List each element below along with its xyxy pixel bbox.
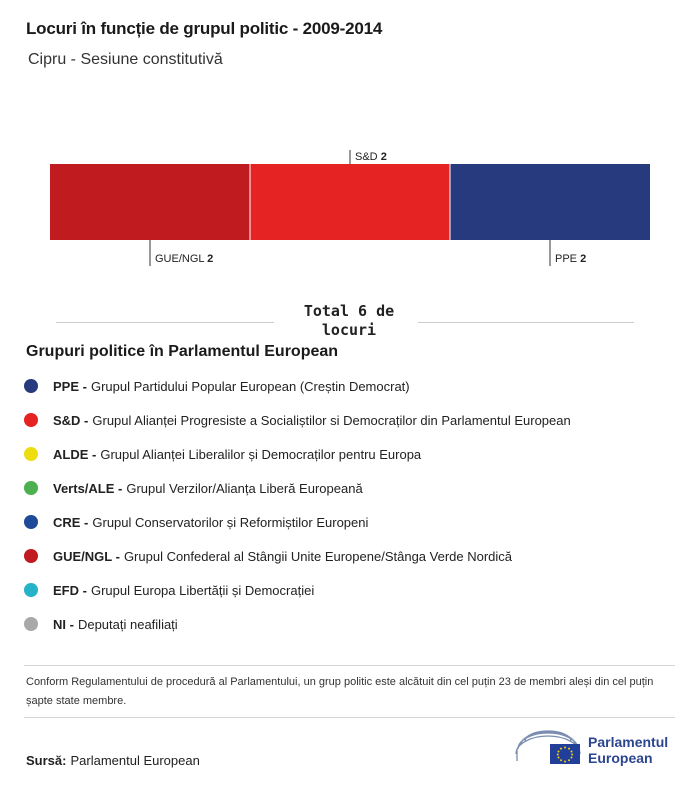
legend-swatch	[24, 413, 38, 427]
eu-flag-hemicycle-icon	[514, 727, 582, 771]
source-value: Parlamentul European	[70, 753, 200, 768]
legend-item	[24, 437, 571, 471]
legend-item	[24, 505, 571, 539]
legend-swatch	[24, 481, 38, 495]
legend-title: Grupuri politice în Parlamentul European	[26, 343, 339, 360]
bar-segment	[250, 164, 450, 240]
legend-abbr: CRE -	[53, 514, 89, 530]
legend-abbr: Verts/ALE -	[53, 480, 123, 496]
legend-abbr: ALDE -	[53, 446, 97, 462]
divider-bottom	[24, 717, 675, 718]
source-label: Sursă:	[26, 753, 67, 768]
divider-top	[24, 665, 675, 666]
legend-item	[24, 539, 571, 573]
legend-desc: Grupul Verzilor/Alianța Liberă Europeană	[126, 480, 363, 496]
total-seats	[56, 302, 634, 342]
source	[26, 753, 200, 768]
legend-abbr: NI -	[53, 616, 74, 632]
legend-item	[24, 369, 571, 403]
legend-abbr: EFD -	[53, 582, 87, 598]
legend-desc: Grupul Confederal al Stângii Unite Europene/Stânga Verde Nordică	[123, 548, 513, 564]
legend-desc: Grupul Partidului Popular European (Creștin Democrat)	[90, 378, 410, 394]
legend-desc: Deputați neafiliați	[77, 616, 178, 632]
bar-data-label: GUE/NGL 2	[155, 253, 214, 265]
legend-desc: Grupul Alianței Progresiste a Socialiștilor si Democraților din Parlamentul European	[92, 412, 571, 428]
total-seats-label: Total 6 de locuri	[303, 302, 395, 339]
legend-item	[24, 607, 571, 641]
legend-desc: Grupul Alianței Liberalilor și Democraților pentru Europa	[100, 446, 422, 462]
legend	[24, 369, 571, 641]
logo-line-1: Parlamentul	[588, 734, 669, 750]
legend-desc: Grupul Conservatorilor și Reformiștilor Europeni	[92, 514, 369, 530]
legend-swatch	[24, 447, 38, 461]
legend-swatch	[24, 617, 38, 631]
total-divider-right	[418, 322, 634, 323]
bar-segment	[50, 164, 250, 240]
legend-swatch	[24, 515, 38, 529]
chart-subtitle: Cipru - Sesiune constitutivă	[28, 51, 223, 68]
legend-abbr: PPE -	[53, 378, 87, 394]
legend-swatch	[24, 583, 38, 597]
bar-data-label: PPE 2	[555, 253, 587, 265]
total-divider-left	[56, 322, 274, 323]
legend-item	[24, 403, 571, 437]
logo-line-2: European	[588, 750, 653, 766]
bar-data-label: S&D 2	[355, 151, 387, 163]
legend-swatch	[24, 379, 38, 393]
bar-segment	[450, 164, 650, 240]
legend-item	[24, 471, 571, 505]
legend-abbr: GUE/NGL -	[53, 548, 120, 564]
footnote: Conform Regulamentului de procedură al Parlamentului, un grup politic este alcătuit din cel puțin 23 de membri aleși din cel puțin șapte state membre.	[26, 676, 654, 707]
legend-abbr: S&D -	[53, 412, 89, 428]
seats-bar-chart	[0, 140, 700, 275]
legend-item	[24, 573, 571, 607]
parliament-logo	[514, 727, 684, 771]
legend-desc: Grupul Europa Libertății și Democrației	[90, 582, 315, 598]
legend-swatch	[24, 549, 38, 563]
logo-wordmark	[588, 734, 668, 766]
chart-title: Locuri în funcție de grupul politic - 2009-2014	[26, 19, 383, 38]
